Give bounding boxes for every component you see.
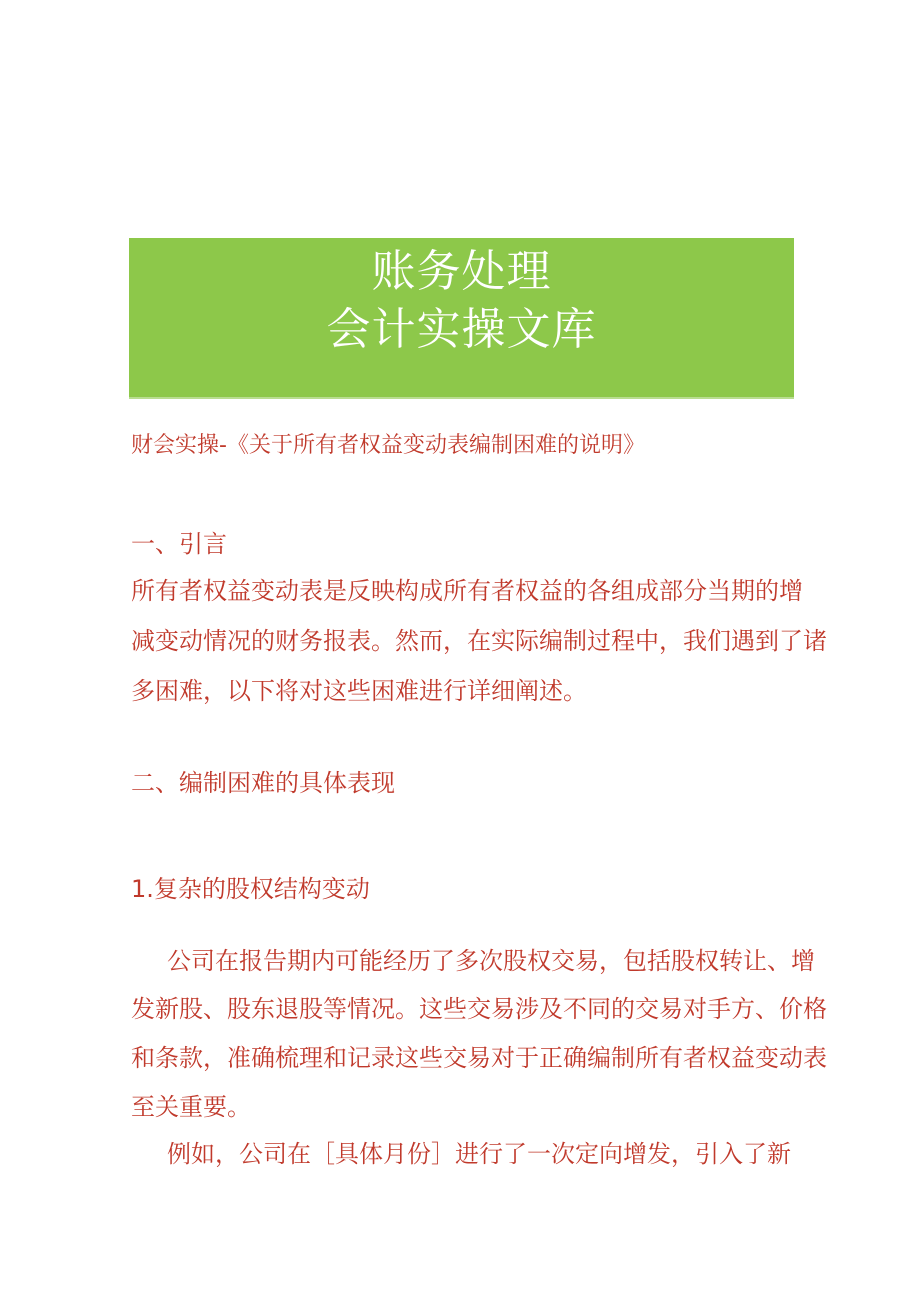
banner-title-line1: 账务处理 [371,246,552,297]
paragraph-line: 所有者权益变动表是反映构成所有者权益的各组成部分当期的增 [131,577,803,605]
section-heading-difficulties: 二、编制困难的具体表现 [131,769,395,797]
paragraph-line: 减变动情况的财务报表。然而，在实际编制过程中，我们遇到了诸 [131,627,827,655]
paragraph-line: 公司在报告期内可能经历了多次股权交易，包括股权转让、增 [167,947,815,975]
paragraph-line: 发新股、股东退股等情况。这些交易涉及不同的交易对手方、价格 [131,995,827,1023]
paragraph-line: 和条款，准确梳理和记录这些交易对于正确编制所有者权益变动表 [131,1044,827,1072]
header-banner [129,238,794,399]
paragraph-line: 多困难，以下将对这些困难进行详细阐述。 [131,677,587,705]
document-title: 财会实操-《关于所有者权益变动表编制困难的说明》 [131,433,645,458]
paragraph-line: 至关重要。 [131,1093,251,1121]
banner-title-line2: 会计实操文库 [326,304,597,355]
paragraph-line: 例如，公司在［具体月份］进行了一次定向增发，引入了新 [167,1140,791,1168]
section-heading-introduction: 一、引言 [131,530,227,558]
subsection-heading-equity-structure: 1.复杂的股权结构变动 [131,875,370,903]
